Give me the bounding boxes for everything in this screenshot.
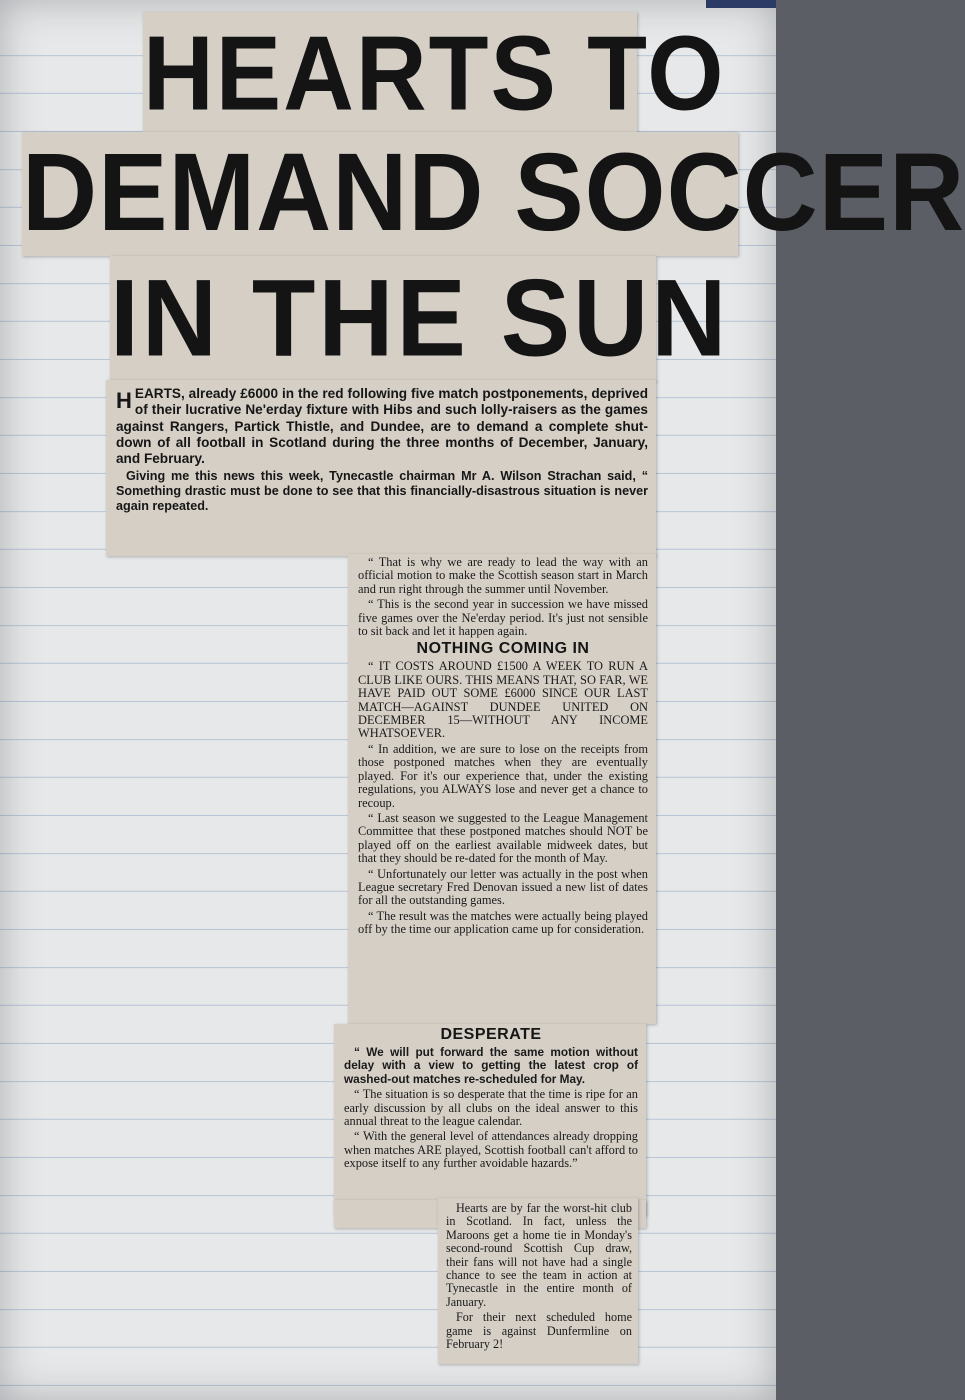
intro-text-2: Giving me this news this week, Tynecastle chairman Mr A. Wilson Strachan said, “ Something drastic must be done to see that this financially-disastrous situation is never again repeated. — [116, 469, 648, 514]
paragraph-1: “ That is why we are ready to lead the way with an official motion to make the Scottish season start in March and run right through the summer until November. — [358, 555, 648, 596]
headline-clip-2 — [22, 131, 965, 256]
paragraph-12: For their next scheduled home game is against Dunfermline on February 2! — [446, 1310, 632, 1352]
subhead-nothing-coming-in: NOTHING COMING IN — [416, 640, 590, 658]
intro-paragraph — [116, 386, 648, 467]
page-edge — [706, 0, 776, 8]
paragraph-10: “ With the general level of attendances already dropping when matches ARE played, Scottish football can't afford to expose itself to any further avoidable hazards.” — [344, 1129, 638, 1171]
headline-line-1: HEARTS TO — [143, 13, 726, 133]
paragraph-3: “ IT COSTS AROUND £1500 A WEEK TO RUN A CLUB LIKE OURS. THIS MEANS THAT, SO FAR, WE HAVE PAID OUT SOME £6000 SINCE OUR LAST MATCH—AGAINST DUNDEE UNITED ON DECEMBER 15—WITHOUT ANY INCOME WHATSOEVER. — [358, 659, 648, 741]
dropcap: H — [116, 388, 132, 413]
column-clip-middle — [334, 1024, 646, 1216]
column-clip-narrow — [438, 1198, 638, 1364]
paragraph-5: “ Last season we suggested to the League Management Committee that these postponed matches should NOT be played off on the earliest available midweek dates, but that they should be re-dated for the month of May. — [358, 810, 648, 866]
intro-clip — [106, 380, 656, 556]
column-clip-upper — [348, 554, 656, 1024]
subhead-desperate: DESPERATE — [440, 1026, 542, 1043]
paragraph-7: “ The result was the matches were actually being played off by the time our application came up for consideration. — [358, 908, 648, 937]
intro-text: EARTS, already £6000 in the red following five match postponements, deprived of their lucrative Ne'erday fixture with Hibs and such lolly-raisers as the games against Rangers, Partick Thistle, and Dundee, are to demand a complete shut-down of all football in Scotland during the three months of December, January, and February. — [116, 386, 648, 467]
headline-clip-3 — [110, 256, 730, 382]
paragraph-9: “ The situation is so desperate that the time is ripe for an early discussion by all clubs on the ideal answer to this annual threat to the league calendar. — [344, 1087, 638, 1129]
paragraph-2: “ This is the second year in succession we have missed five games over the Ne'erday period. It's just not sensible to sit back and let it happen again. — [358, 597, 648, 639]
paragraph-4: “ In addition, we are sure to lose on the receipts from those postponed matches when they are eventually played. For it's our experience that, under the existing regulations, you ALWAYS lose and never get a chance to recoup. — [358, 741, 648, 810]
headline-line-3: IN THE SUN — [110, 257, 730, 380]
intro-paragraph-2 — [116, 469, 648, 514]
headline-line-2: DEMAND SOCCER — [22, 131, 965, 255]
paragraph-6: “ Unfortunately our letter was actually in the post when League secretary Fred Denovan issued a new list of dates for all the outstanding games. — [358, 866, 648, 908]
headline-clip-1 — [143, 12, 726, 133]
paragraph-8: “ We will put forward the same motion without delay with a view to getting the latest crop of washed-out matches re-scheduled for May. — [344, 1045, 638, 1086]
paragraph-11: Hearts are by far the worst-hit club in Scotland. In fact, unless the Maroons get a home tie in Monday's second-round Scottish Cup draw, their fans will not have had a single chance to see the team in action at Tynecastle in the entire month of January. — [446, 1201, 632, 1309]
